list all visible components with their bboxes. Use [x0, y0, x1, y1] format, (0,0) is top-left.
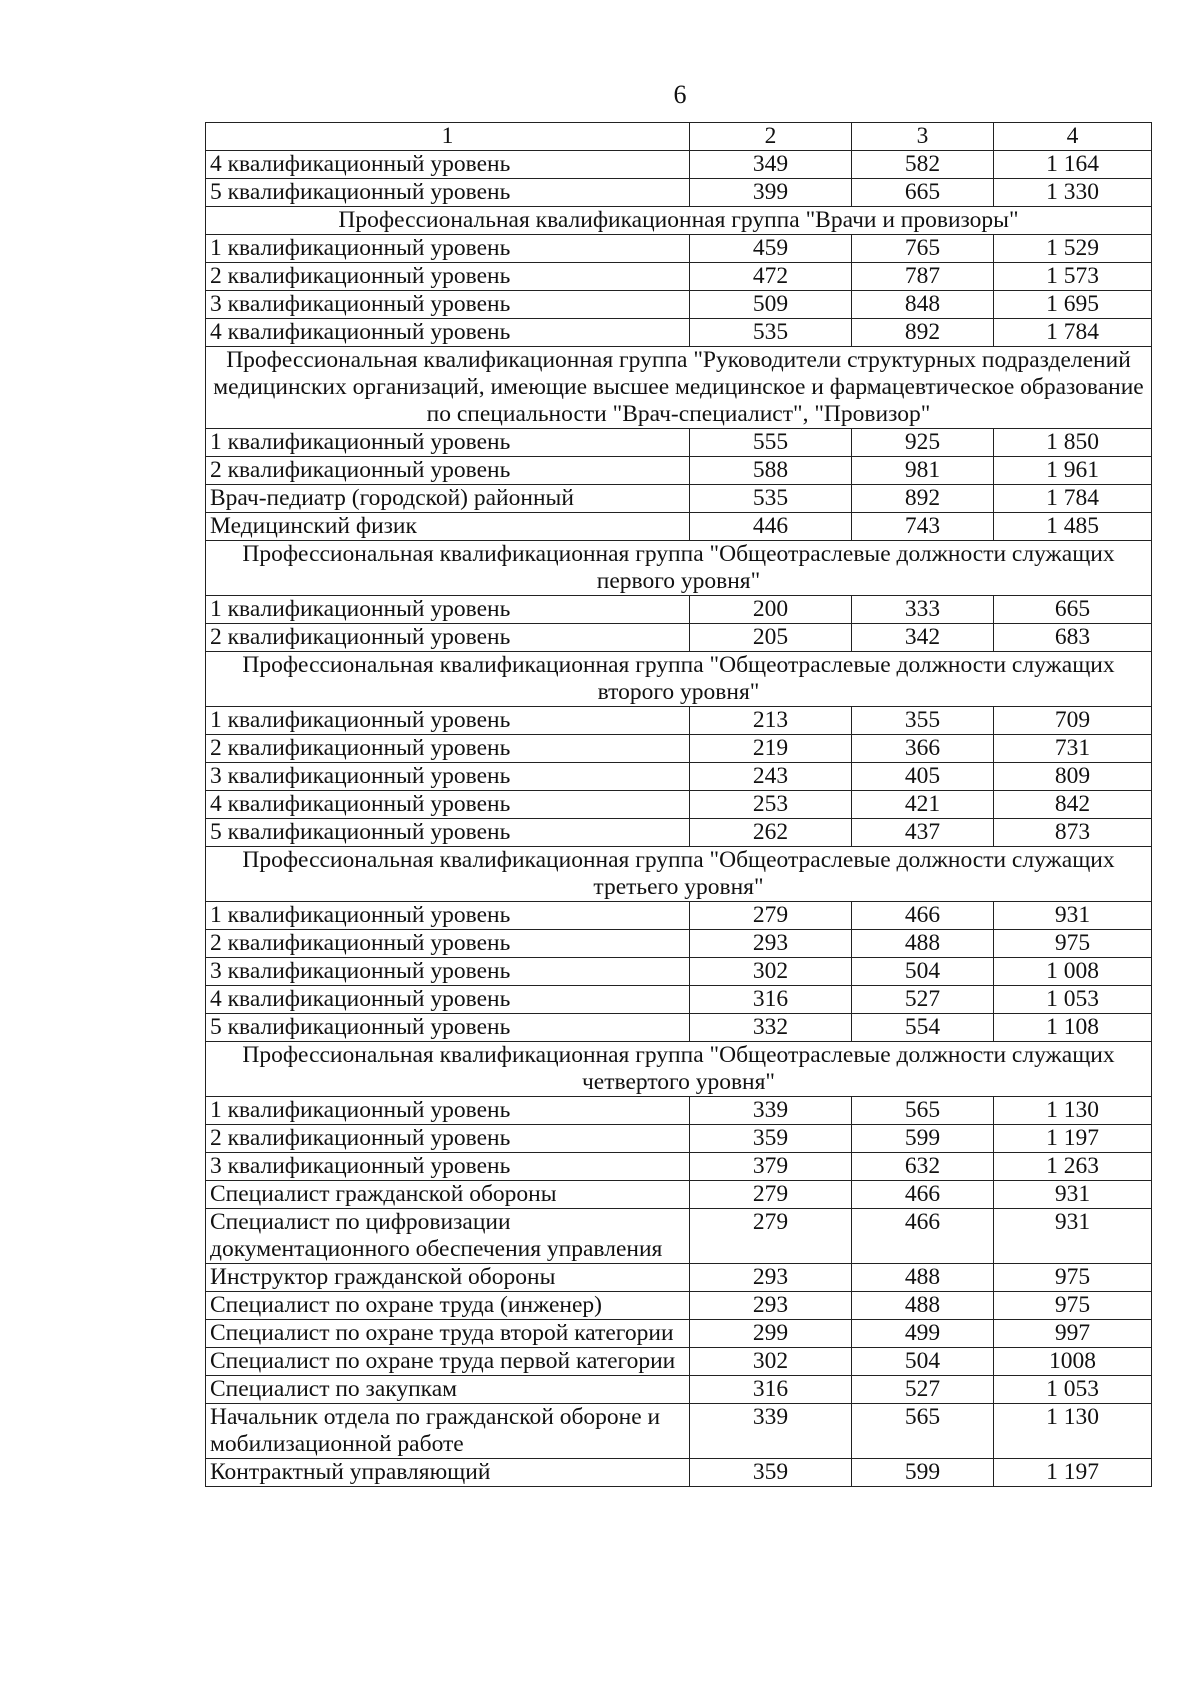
- value-col4-cell: 809: [994, 763, 1152, 791]
- position-name-cell: 2 квалификационный уровень: [206, 457, 690, 485]
- value-col3-cell: 565: [852, 1404, 994, 1459]
- value-col4-cell: 1 330: [994, 179, 1152, 207]
- value-col4-cell: 1 695: [994, 291, 1152, 319]
- value-col2-cell: 279: [690, 902, 852, 930]
- value-col4-cell: 1 053: [994, 1376, 1152, 1404]
- value-col2-cell: 213: [690, 707, 852, 735]
- value-col3-cell: 599: [852, 1125, 994, 1153]
- value-col2-cell: 279: [690, 1181, 852, 1209]
- group-title: Профессиональная квалификационная группа "Врачи и провизоры": [206, 207, 1152, 235]
- group-header-row: [206, 541, 1152, 596]
- value-col3-cell: 405: [852, 763, 994, 791]
- value-col2-cell: 243: [690, 763, 852, 791]
- value-col3-cell: 504: [852, 958, 994, 986]
- table-row: [206, 1292, 1152, 1320]
- value-col3-cell: 925: [852, 429, 994, 457]
- position-name-cell: 2 квалификационный уровень: [206, 735, 690, 763]
- position-name-cell: 3 квалификационный уровень: [206, 958, 690, 986]
- table-row: [206, 1459, 1152, 1487]
- table-row: [206, 151, 1152, 179]
- value-col3-cell: 554: [852, 1014, 994, 1042]
- value-col4-cell: 1 850: [994, 429, 1152, 457]
- value-col3-cell: 466: [852, 1181, 994, 1209]
- group-title: Профессиональная квалификационная группа "Руководители структурных подразделений медицинских организаций, имеющие высшее медицинское и фармацевтическое образование по специальности "Врач-специалист", "Провизор": [206, 347, 1152, 429]
- value-col3-cell: 665: [852, 179, 994, 207]
- value-col3-cell: 421: [852, 791, 994, 819]
- value-col2-cell: 302: [690, 1348, 852, 1376]
- value-col3-cell: 355: [852, 707, 994, 735]
- position-name-cell: 1 квалификационный уровень: [206, 429, 690, 457]
- position-name-cell: Врач-педиатр (городской) районный: [206, 485, 690, 513]
- position-name-cell: 1 квалификационный уровень: [206, 707, 690, 735]
- value-col3-cell: 504: [852, 1348, 994, 1376]
- value-col4-cell: 931: [994, 902, 1152, 930]
- table-row: [206, 457, 1152, 485]
- table-row: [206, 429, 1152, 457]
- position-name-cell: Контрактный управляющий: [206, 1459, 690, 1487]
- position-name-cell: 5 квалификационный уровень: [206, 179, 690, 207]
- table-row: [206, 1125, 1152, 1153]
- table-row: [206, 707, 1152, 735]
- value-col3-cell: 981: [852, 457, 994, 485]
- group-header-row: [206, 347, 1152, 429]
- group-title: Профессиональная квалификационная группа "Общеотраслевые должности служащих второго уровня": [206, 652, 1152, 707]
- value-col2-cell: 293: [690, 1292, 852, 1320]
- table-header-row: [206, 123, 1152, 151]
- value-col4-cell: 1 108: [994, 1014, 1152, 1042]
- value-col4-cell: 1 784: [994, 485, 1152, 513]
- position-name-cell: Специалист по охране труда второй категории: [206, 1320, 690, 1348]
- salary-table: [205, 122, 1152, 1487]
- table-row: [206, 1404, 1152, 1459]
- table-row: [206, 1181, 1152, 1209]
- value-col4-cell: 975: [994, 930, 1152, 958]
- value-col3-cell: 848: [852, 291, 994, 319]
- value-col4-cell: 665: [994, 596, 1152, 624]
- table-row: [206, 596, 1152, 624]
- value-col4-cell: 1 008: [994, 958, 1152, 986]
- position-name-cell: Специалист по закупкам: [206, 1376, 690, 1404]
- group-header-row: [206, 652, 1152, 707]
- position-name-cell: Начальник отдела по гражданской обороне и мобилизационной работе: [206, 1404, 690, 1459]
- value-col4-cell: 931: [994, 1209, 1152, 1264]
- table-row: [206, 763, 1152, 791]
- value-col4-cell: 842: [994, 791, 1152, 819]
- value-col2-cell: 349: [690, 151, 852, 179]
- position-name-cell: 3 квалификационный уровень: [206, 1153, 690, 1181]
- value-col3-cell: 366: [852, 735, 994, 763]
- group-title: Профессиональная квалификационная группа "Общеотраслевые должности служащих четвертого уровня": [206, 1042, 1152, 1097]
- value-col2-cell: 359: [690, 1459, 852, 1487]
- column-header-4: 4: [994, 123, 1152, 151]
- value-col2-cell: 200: [690, 596, 852, 624]
- value-col4-cell: 975: [994, 1264, 1152, 1292]
- value-col2-cell: 509: [690, 291, 852, 319]
- table-row: [206, 485, 1152, 513]
- value-col2-cell: 379: [690, 1153, 852, 1181]
- position-name-cell: 1 квалификационный уровень: [206, 902, 690, 930]
- value-col2-cell: 535: [690, 319, 852, 347]
- table-row: [206, 735, 1152, 763]
- value-col2-cell: 459: [690, 235, 852, 263]
- value-col3-cell: 466: [852, 1209, 994, 1264]
- table-row: [206, 902, 1152, 930]
- table-row: [206, 1209, 1152, 1264]
- value-col2-cell: 316: [690, 986, 852, 1014]
- position-name-cell: 4 квалификационный уровень: [206, 986, 690, 1014]
- position-name-cell: 1 квалификационный уровень: [206, 1097, 690, 1125]
- value-col2-cell: 359: [690, 1125, 852, 1153]
- value-col3-cell: 565: [852, 1097, 994, 1125]
- value-col4-cell: 1 784: [994, 319, 1152, 347]
- group-header-row: [206, 207, 1152, 235]
- value-col3-cell: 599: [852, 1459, 994, 1487]
- value-col4-cell: 1 197: [994, 1125, 1152, 1153]
- value-col3-cell: 787: [852, 263, 994, 291]
- value-col2-cell: 219: [690, 735, 852, 763]
- table-row: [206, 624, 1152, 652]
- table-row: [206, 319, 1152, 347]
- value-col2-cell: 316: [690, 1376, 852, 1404]
- position-name-cell: Специалист по цифровизации документационного обеспечения управления: [206, 1209, 690, 1264]
- position-name-cell: Специалист по охране труда (инженер): [206, 1292, 690, 1320]
- value-col3-cell: 632: [852, 1153, 994, 1181]
- column-header-3: 3: [852, 123, 994, 151]
- value-col2-cell: 446: [690, 513, 852, 541]
- value-col4-cell: 1 263: [994, 1153, 1152, 1181]
- value-col4-cell: 873: [994, 819, 1152, 847]
- page-number: 6: [673, 80, 687, 109]
- value-col3-cell: 488: [852, 930, 994, 958]
- value-col4-cell: 1 130: [994, 1097, 1152, 1125]
- value-col4-cell: 1 529: [994, 235, 1152, 263]
- position-name-cell: Медицинский физик: [206, 513, 690, 541]
- table-row: [206, 819, 1152, 847]
- table-row: [206, 1348, 1152, 1376]
- value-col2-cell: 279: [690, 1209, 852, 1264]
- position-name-cell: 3 квалификационный уровень: [206, 291, 690, 319]
- value-col4-cell: 1008: [994, 1348, 1152, 1376]
- position-name-cell: 1 квалификационный уровень: [206, 235, 690, 263]
- value-col3-cell: 892: [852, 485, 994, 513]
- position-name-cell: 4 квалификационный уровень: [206, 151, 690, 179]
- value-col3-cell: 333: [852, 596, 994, 624]
- value-col4-cell: 683: [994, 624, 1152, 652]
- table-row: [206, 958, 1152, 986]
- position-name-cell: 5 квалификационный уровень: [206, 819, 690, 847]
- value-col3-cell: 499: [852, 1320, 994, 1348]
- value-col3-cell: 582: [852, 151, 994, 179]
- column-header-1: 1: [206, 123, 690, 151]
- value-col3-cell: 437: [852, 819, 994, 847]
- value-col3-cell: 765: [852, 235, 994, 263]
- value-col4-cell: 1 053: [994, 986, 1152, 1014]
- value-col4-cell: 931: [994, 1181, 1152, 1209]
- position-name-cell: 2 квалификационный уровень: [206, 624, 690, 652]
- value-col3-cell: 743: [852, 513, 994, 541]
- position-name-cell: 4 квалификационный уровень: [206, 791, 690, 819]
- value-col4-cell: 1 485: [994, 513, 1152, 541]
- table-row: [206, 1320, 1152, 1348]
- value-col2-cell: 293: [690, 1264, 852, 1292]
- value-col4-cell: 975: [994, 1292, 1152, 1320]
- table-row: [206, 791, 1152, 819]
- position-name-cell: 2 квалификационный уровень: [206, 1125, 690, 1153]
- group-title: Профессиональная квалификационная группа "Общеотраслевые должности служащих первого уровня": [206, 541, 1152, 596]
- table-row: [206, 930, 1152, 958]
- value-col3-cell: 488: [852, 1292, 994, 1320]
- value-col3-cell: 342: [852, 624, 994, 652]
- value-col2-cell: 205: [690, 624, 852, 652]
- value-col4-cell: 1 164: [994, 151, 1152, 179]
- position-name-cell: 3 квалификационный уровень: [206, 763, 690, 791]
- value-col2-cell: 299: [690, 1320, 852, 1348]
- table-row: [206, 263, 1152, 291]
- value-col2-cell: 472: [690, 263, 852, 291]
- position-name-cell: Инструктор гражданской обороны: [206, 1264, 690, 1292]
- value-col2-cell: 302: [690, 958, 852, 986]
- value-col4-cell: 709: [994, 707, 1152, 735]
- value-col3-cell: 466: [852, 902, 994, 930]
- table-row: [206, 1153, 1152, 1181]
- value-col2-cell: 253: [690, 791, 852, 819]
- position-name-cell: Специалист по охране труда первой категории: [206, 1348, 690, 1376]
- table-row: [206, 513, 1152, 541]
- group-title: Профессиональная квалификационная группа "Общеотраслевые должности служащих третьего уровня": [206, 847, 1152, 902]
- value-col2-cell: 555: [690, 429, 852, 457]
- group-header-row: [206, 847, 1152, 902]
- position-name-cell: 1 квалификационный уровень: [206, 596, 690, 624]
- position-name-cell: 4 квалификационный уровень: [206, 319, 690, 347]
- table-row: [206, 291, 1152, 319]
- value-col2-cell: 339: [690, 1097, 852, 1125]
- position-name-cell: 2 квалификационный уровень: [206, 930, 690, 958]
- value-col4-cell: 997: [994, 1320, 1152, 1348]
- value-col3-cell: 488: [852, 1264, 994, 1292]
- value-col2-cell: 293: [690, 930, 852, 958]
- group-header-row: [206, 1042, 1152, 1097]
- position-name-cell: 5 квалификационный уровень: [206, 1014, 690, 1042]
- table-row: [206, 179, 1152, 207]
- value-col4-cell: 1 197: [994, 1459, 1152, 1487]
- value-col3-cell: 527: [852, 986, 994, 1014]
- table-row: [206, 1264, 1152, 1292]
- value-col2-cell: 588: [690, 457, 852, 485]
- value-col3-cell: 892: [852, 319, 994, 347]
- table-row: [206, 986, 1152, 1014]
- column-header-2: 2: [690, 123, 852, 151]
- salary-table-body: [206, 123, 1152, 1487]
- value-col4-cell: 1 961: [994, 457, 1152, 485]
- value-col2-cell: 339: [690, 1404, 852, 1459]
- table-row: [206, 1376, 1152, 1404]
- value-col2-cell: 535: [690, 485, 852, 513]
- value-col2-cell: 399: [690, 179, 852, 207]
- value-col2-cell: 332: [690, 1014, 852, 1042]
- value-col3-cell: 527: [852, 1376, 994, 1404]
- value-col4-cell: 731: [994, 735, 1152, 763]
- table-row: [206, 235, 1152, 263]
- value-col2-cell: 262: [690, 819, 852, 847]
- value-col4-cell: 1 573: [994, 263, 1152, 291]
- position-name-cell: 2 квалификационный уровень: [206, 263, 690, 291]
- value-col4-cell: 1 130: [994, 1404, 1152, 1459]
- table-row: [206, 1014, 1152, 1042]
- table-row: [206, 1097, 1152, 1125]
- position-name-cell: Специалист гражданской обороны: [206, 1181, 690, 1209]
